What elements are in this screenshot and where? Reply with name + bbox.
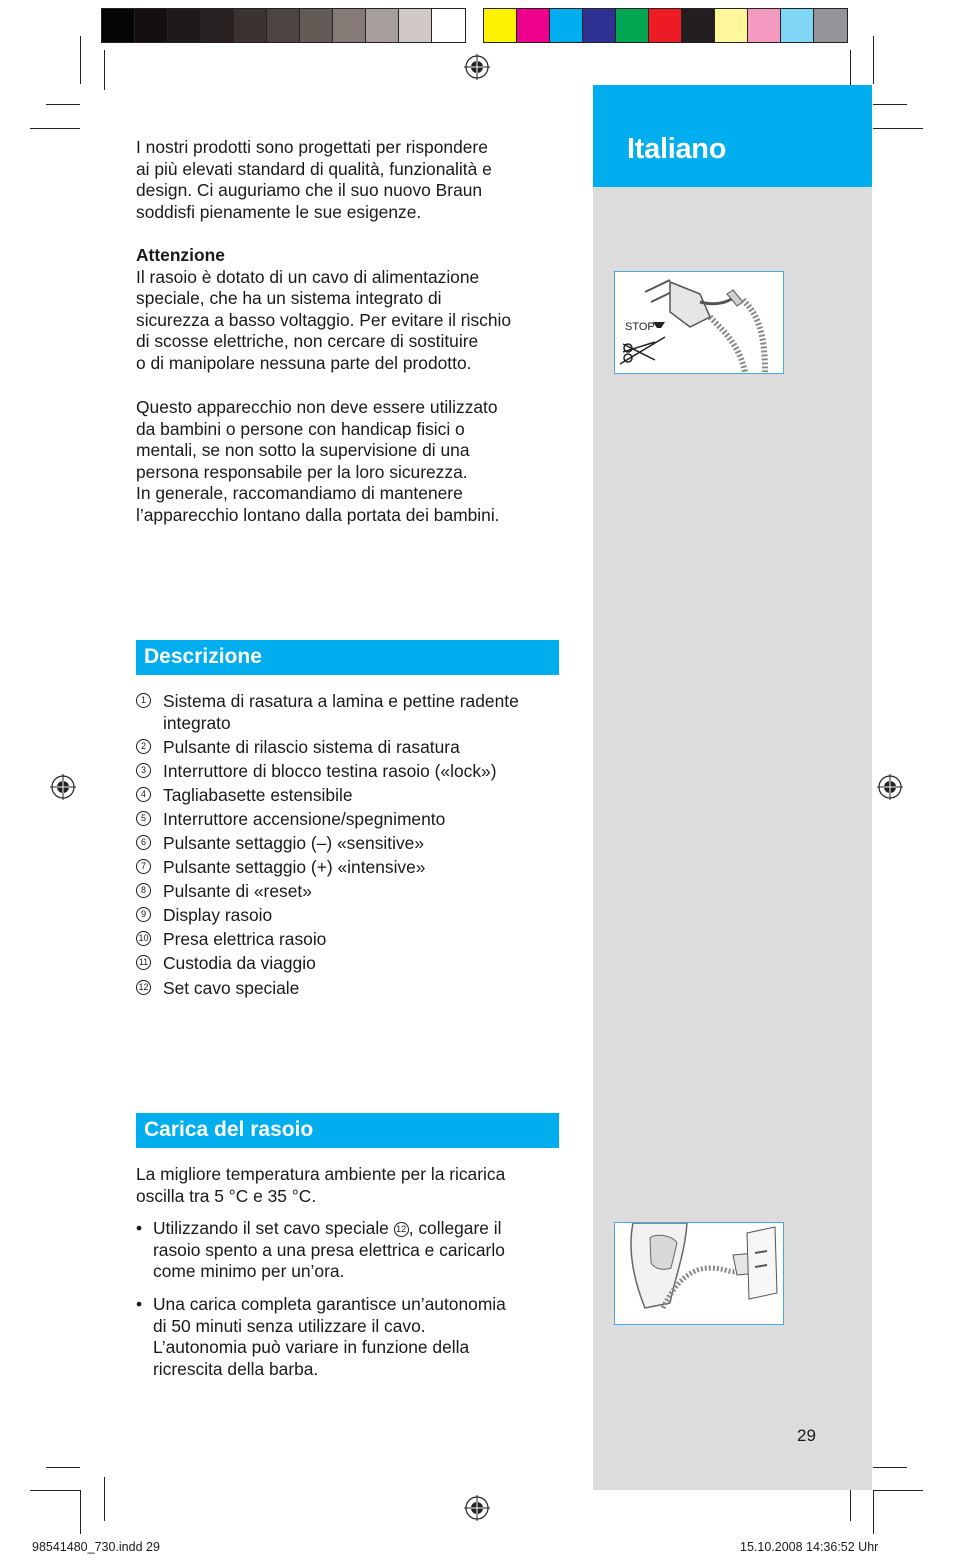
crop-mark (873, 104, 907, 105)
color-swatch (649, 9, 682, 42)
registration-mark-icon (50, 774, 76, 800)
plug-stop-illustration (615, 272, 782, 372)
item-text: Pulsante settaggio (–) «sensitive» (163, 833, 425, 853)
bullet-line: come minimo per un’ora. (153, 1261, 345, 1282)
registration-mark-icon (464, 54, 490, 80)
page-title: Italiano (627, 133, 727, 165)
item-text: Pulsante di «reset» (163, 881, 312, 901)
item-number: 4 (136, 787, 151, 802)
shaver-charging-illustration (615, 1223, 782, 1323)
crop-mark (873, 1490, 874, 1534)
item-text: Custodia da viaggio (163, 953, 316, 973)
color-swatch (432, 9, 465, 42)
bullet-line: Una carica completa garantisce un’autonomia (153, 1294, 506, 1314)
color-swatch (234, 9, 267, 42)
item-number: 9 (136, 907, 151, 922)
item-number: 8 (136, 883, 151, 898)
item-text: Sistema di rasatura a lamina e pettine radente integrato (163, 691, 519, 733)
charging-intro (136, 1164, 566, 1207)
children-line: In generale, raccomandiamo di mantenere (136, 483, 463, 504)
item-text: Tagliabasette estensibile (163, 785, 353, 805)
page-number: 29 (797, 1426, 816, 1445)
cord-warning-figure (614, 271, 784, 374)
description-heading-band (136, 640, 559, 675)
warning-heading: Attenzione (136, 245, 225, 265)
charging-heading: Carica del rasoio (144, 1118, 314, 1141)
color-swatch (583, 9, 616, 42)
item-number: 7 (136, 859, 151, 874)
bullet-text-before: Utilizzando il set cavo speciale (153, 1218, 394, 1238)
item-text: Display rasoio (163, 905, 273, 925)
item-number: 5 (136, 811, 151, 826)
item-text: Interruttore accensione/spegnimento (163, 809, 446, 829)
bullet-line (153, 1218, 573, 1240)
color-swatch (517, 9, 550, 42)
color-swatch (135, 9, 168, 42)
crop-mark (850, 50, 851, 90)
item-text: Interruttore di blocco testina rasoio («lock») (163, 761, 497, 781)
color-swatch (399, 9, 432, 42)
warning-paragraph (136, 245, 566, 375)
color-swatch (550, 9, 583, 42)
bullet-line: L’autonomia può variare in funzione della (153, 1337, 470, 1358)
footer-timestamp: 15.10.2008 14:36:52 Uhr (740, 1540, 879, 1554)
crop-mark (873, 36, 874, 84)
item-number: 1 (136, 693, 151, 708)
crop-mark (104, 1477, 105, 1521)
warning-line: speciale, che ha un sistema integrato di (136, 288, 442, 309)
item-text: Pulsante di rilascio sistema di rasatura (163, 737, 460, 757)
color-swatch (715, 9, 748, 42)
footer-file-info: 98541480_730.indd 29 (32, 1540, 160, 1554)
registration-mark-icon (464, 1495, 490, 1521)
crop-mark (80, 36, 81, 84)
item-number: 2 (136, 739, 151, 754)
intro-line: design. Ci auguriamo che il suo nuovo Braun (136, 180, 483, 201)
color-swatch (781, 9, 814, 42)
color-swatch (366, 9, 399, 42)
stop-label: STOP (625, 321, 655, 333)
color-swatch (814, 9, 847, 42)
crop-mark (46, 104, 80, 105)
color-calibration-bar (483, 8, 848, 43)
color-swatch (748, 9, 781, 42)
children-line: da bambini o persone con handicap fisici o (136, 418, 465, 439)
color-swatch (168, 9, 201, 42)
gray-calibration-bar (101, 8, 466, 43)
item-number: 3 (136, 763, 151, 778)
color-swatch (682, 9, 715, 42)
intro-paragraph (136, 137, 566, 223)
charging-figure (614, 1222, 784, 1325)
bullet-line: ricrescita della barba. (153, 1358, 319, 1379)
bullet-line: di 50 minuti senza utilizzare il cavo. (153, 1315, 426, 1336)
crop-mark (30, 1490, 80, 1491)
color-swatch (484, 9, 517, 42)
color-swatch (333, 9, 366, 42)
charging-bullet-2 (153, 1294, 573, 1380)
color-swatch (102, 9, 135, 42)
color-swatch (616, 9, 649, 42)
warning-line: sicurezza a basso voltaggio. Per evitare il rischio (136, 309, 512, 330)
bullet-marker: • (136, 1294, 143, 1314)
color-swatch (201, 9, 234, 42)
charging-bullet-1 (153, 1218, 573, 1283)
bullet-line: rasoio spento a una presa elettrica e caricarlo (153, 1239, 505, 1260)
intro-line: soddisfi pienamente le sue esigenze. (136, 201, 422, 222)
warning-line: o di manipolare nessuna parte del prodotto. (136, 352, 472, 373)
item-text: Presa elettrica rasoio (163, 929, 327, 949)
charging-intro-line: La migliore temperatura ambiente per la ricarica (136, 1164, 506, 1184)
item-number: 10 (136, 931, 151, 946)
bullet-text-after: , collegare il (408, 1218, 502, 1238)
children-line: l’apparecchio lontano dalla portata dei bambini. (136, 504, 500, 525)
charging-heading-band (136, 1113, 559, 1148)
item-text: Set cavo speciale (163, 978, 300, 998)
crop-mark (873, 1467, 907, 1468)
crop-mark (873, 1490, 923, 1491)
intro-line: I nostri prodotti sono progettati per rispondere (136, 137, 488, 157)
language-header (593, 85, 872, 187)
registration-mark-icon (877, 774, 903, 800)
crop-mark (104, 50, 105, 90)
crop-mark (873, 128, 923, 129)
warning-line: di scosse elettriche, non cercare di sostituire (136, 331, 479, 352)
intro-line: ai più elevati standard di qualità, funzionalità e (136, 158, 492, 179)
description-heading: Descrizione (144, 645, 262, 668)
item-reference: 12 (394, 1222, 409, 1237)
crop-mark (30, 128, 80, 129)
children-line: Questo apparecchio non deve essere utilizzato (136, 397, 498, 417)
item-number: 6 (136, 835, 151, 850)
children-line: mentali, se non sotto la supervisione di una (136, 440, 470, 461)
warning-line: Il rasoio è dotato di un cavo di alimentazione (136, 266, 480, 287)
charging-intro-line: oscilla tra 5 °C e 35 °C. (136, 1185, 317, 1206)
bullet-marker: • (136, 1218, 143, 1238)
crop-mark (80, 1490, 81, 1534)
color-swatch (267, 9, 300, 42)
item-number: 12 (136, 980, 151, 995)
item-text: Pulsante settaggio (+) «intensive» (163, 857, 426, 877)
color-swatch (300, 9, 333, 42)
children-paragraph (136, 397, 566, 527)
children-line: persona responsabile per la loro sicurezza. (136, 461, 468, 482)
crop-mark (46, 1467, 80, 1468)
item-number: 11 (136, 955, 151, 970)
